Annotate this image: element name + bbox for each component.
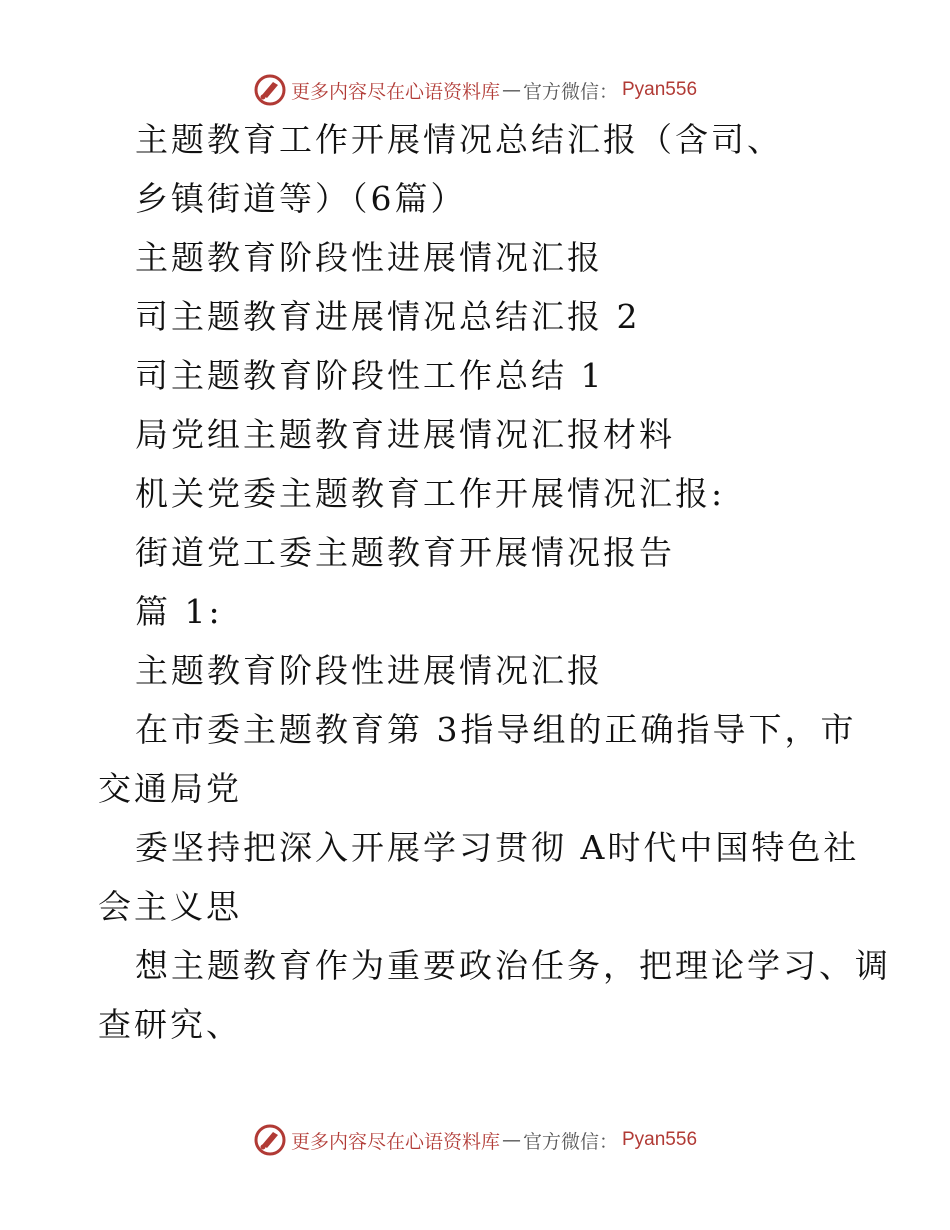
watermark-wechat-id: Pyan556 <box>622 1129 698 1150</box>
watermark-separator: — <box>501 1129 521 1151</box>
brand-logo-icon <box>253 73 287 107</box>
toc-item: 司主题教育阶段性工作总结 1 <box>135 356 605 395</box>
footer-watermark <box>0 1120 950 1160</box>
watermark-text: 更多内容尽在心语资料库 <box>290 1130 500 1153</box>
watermark-separator: — <box>501 79 521 101</box>
paragraph-line: 会主义思 <box>98 887 242 926</box>
watermark-official-label: 官方微信： <box>522 1130 618 1153</box>
paragraph-line: 在市委主题教育第 3指导组的正确指导下，市 <box>135 710 857 749</box>
doc-title-line-2: 乡镇街道等）（6篇） <box>135 179 467 218</box>
section-heading: 主题教育阶段性进展情况汇报 <box>135 651 603 690</box>
section-label: 篇 1: <box>135 592 223 631</box>
paragraph-line: 想主题教育作为重要政治任务，把理论学习、调 <box>135 946 891 985</box>
toc-item: 机关党委主题教育工作开展情况汇报: <box>135 474 726 513</box>
doc-title-line-1: 主题教育工作开展情况总结汇报（含司、 <box>135 120 783 159</box>
watermark-official-label: 官方微信： <box>522 80 618 103</box>
watermark-text: 更多内容尽在心语资料库 <box>290 80 500 103</box>
toc-item: 街道党工委主题教育开展情况报告 <box>135 533 675 572</box>
toc-item: 局党组主题教育进展情况汇报材料 <box>135 415 675 454</box>
paragraph-line: 查研究、 <box>98 1005 242 1044</box>
paragraph-line: 委坚持把深入开展学习贯彻 A时代中国特色社 <box>135 828 860 867</box>
toc-item: 主题教育阶段性进展情况汇报 <box>135 238 603 277</box>
brand-logo-icon <box>253 1123 287 1157</box>
paragraph-line: 交通局党 <box>98 769 242 808</box>
header-watermark <box>0 70 950 110</box>
watermark-wechat-id: Pyan556 <box>622 79 698 100</box>
toc-item: 司主题教育进展情况总结汇报 2 <box>135 297 641 336</box>
